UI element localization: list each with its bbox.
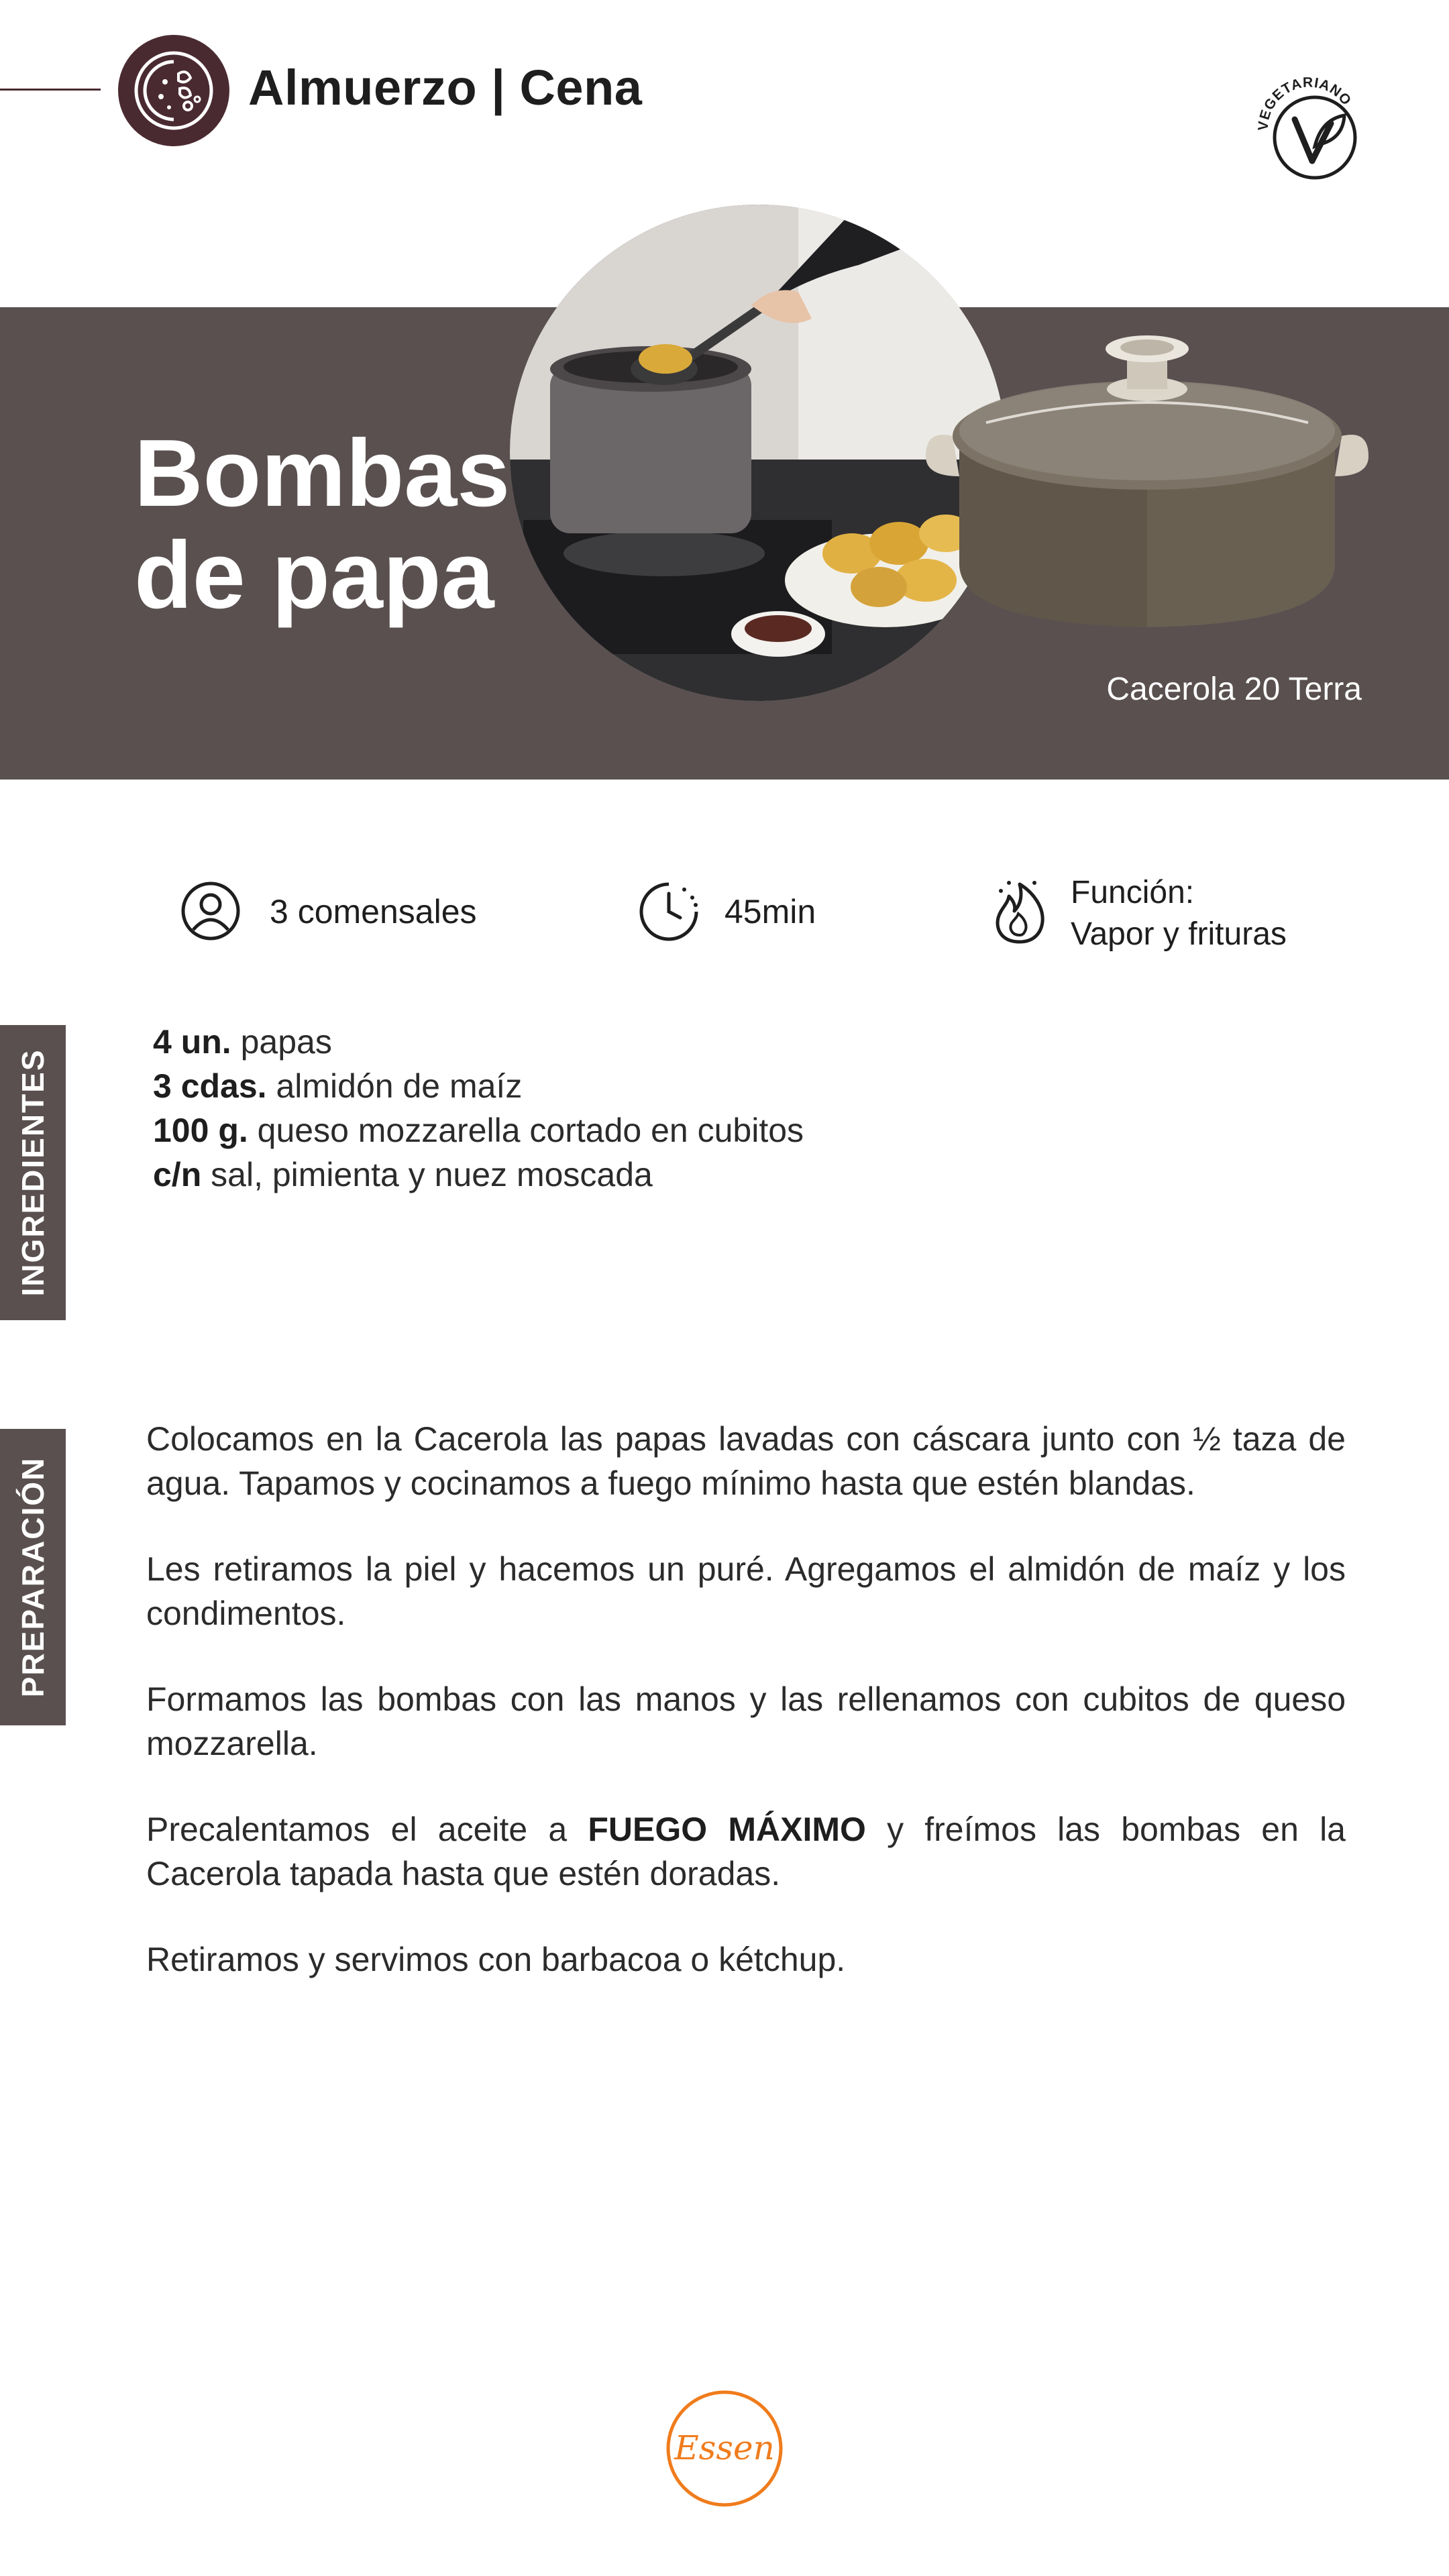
ingredients-list	[153, 1020, 1293, 1197]
preparation-step-1: Colocamos en la Cacerola las papas lavadas con cáscara junto con ½ taza de agua. Tapamos y cocinamos a fuego mínimo hasta que estén blandas.	[146, 1420, 1346, 1502]
vegetarian-leaf-icon	[1248, 67, 1368, 188]
preparation-steps	[146, 1417, 1346, 2023]
servings-text: 3 comensales	[270, 893, 477, 930]
recipe-title	[134, 420, 511, 629]
product-name: Cacerola 20 Terra	[1106, 672, 1362, 707]
function-value: Vapor y frituras	[1071, 916, 1287, 952]
category-title: Almuerzo | Cena	[248, 60, 643, 115]
recipe-title-line1: Bombas	[134, 420, 511, 527]
casserole-pot-icon	[912, 322, 1382, 644]
flame-icon	[991, 877, 1048, 945]
function-text	[1071, 872, 1287, 955]
product-pot-image	[912, 322, 1382, 644]
preparation-tab-label: PREPARACIÓN	[15, 1456, 50, 1698]
vegetarian-badge	[1248, 67, 1368, 188]
time-text: 45min	[724, 893, 816, 930]
recipe-title-line2: de papa	[134, 522, 494, 629]
essen-logo	[664, 2388, 785, 2509]
clock-icon	[637, 880, 700, 943]
header-rule	[0, 89, 101, 91]
essen-logo-text: Essen	[674, 2428, 775, 2467]
vegetarian-badge-text: VEGETARIANO	[1255, 74, 1354, 131]
ingredient-item: c/n sal, pimienta y nuez moscada	[153, 1156, 653, 1193]
ingredient-item: 4 un. papas	[153, 1023, 332, 1061]
ingredient-item: 100 g. queso mozzarella cortado en cubitos	[153, 1112, 804, 1149]
ingredient-item: 3 cdas. almidón de maíz	[153, 1067, 523, 1105]
function-label: Función:	[1071, 875, 1195, 910]
preparation-step-4: Precalentamos el aceite a FUEGO MÁXIMO y freímos las bombas en la Cacerola tapada hasta que estén doradas.	[146, 1811, 1346, 1892]
ingredients-tab	[0, 1025, 66, 1320]
ingredients-tab-label: INGREDIENTES	[15, 1049, 50, 1297]
svg-text:VEGETARIANO	[1256, 74, 1354, 131]
preparation-step-5: Retiramos y servimos con barbacoa o kétchup.	[146, 1941, 846, 1978]
emphasis-text: FUEGO MÁXIMO	[588, 1811, 866, 1848]
category-badge	[118, 35, 229, 146]
preparation-tab	[0, 1429, 66, 1725]
preparation-step-3: Formamos las bombas con las manos y las rellenamos con cubitos de queso mozzarella.	[146, 1680, 1346, 1762]
meal-plate-icon	[118, 35, 229, 146]
person-icon	[180, 880, 241, 942]
preparation-step-2: Les retiramos la piel y hacemos un puré. Agregamos el almidón de maíz y los condimentos.	[146, 1550, 1346, 1632]
